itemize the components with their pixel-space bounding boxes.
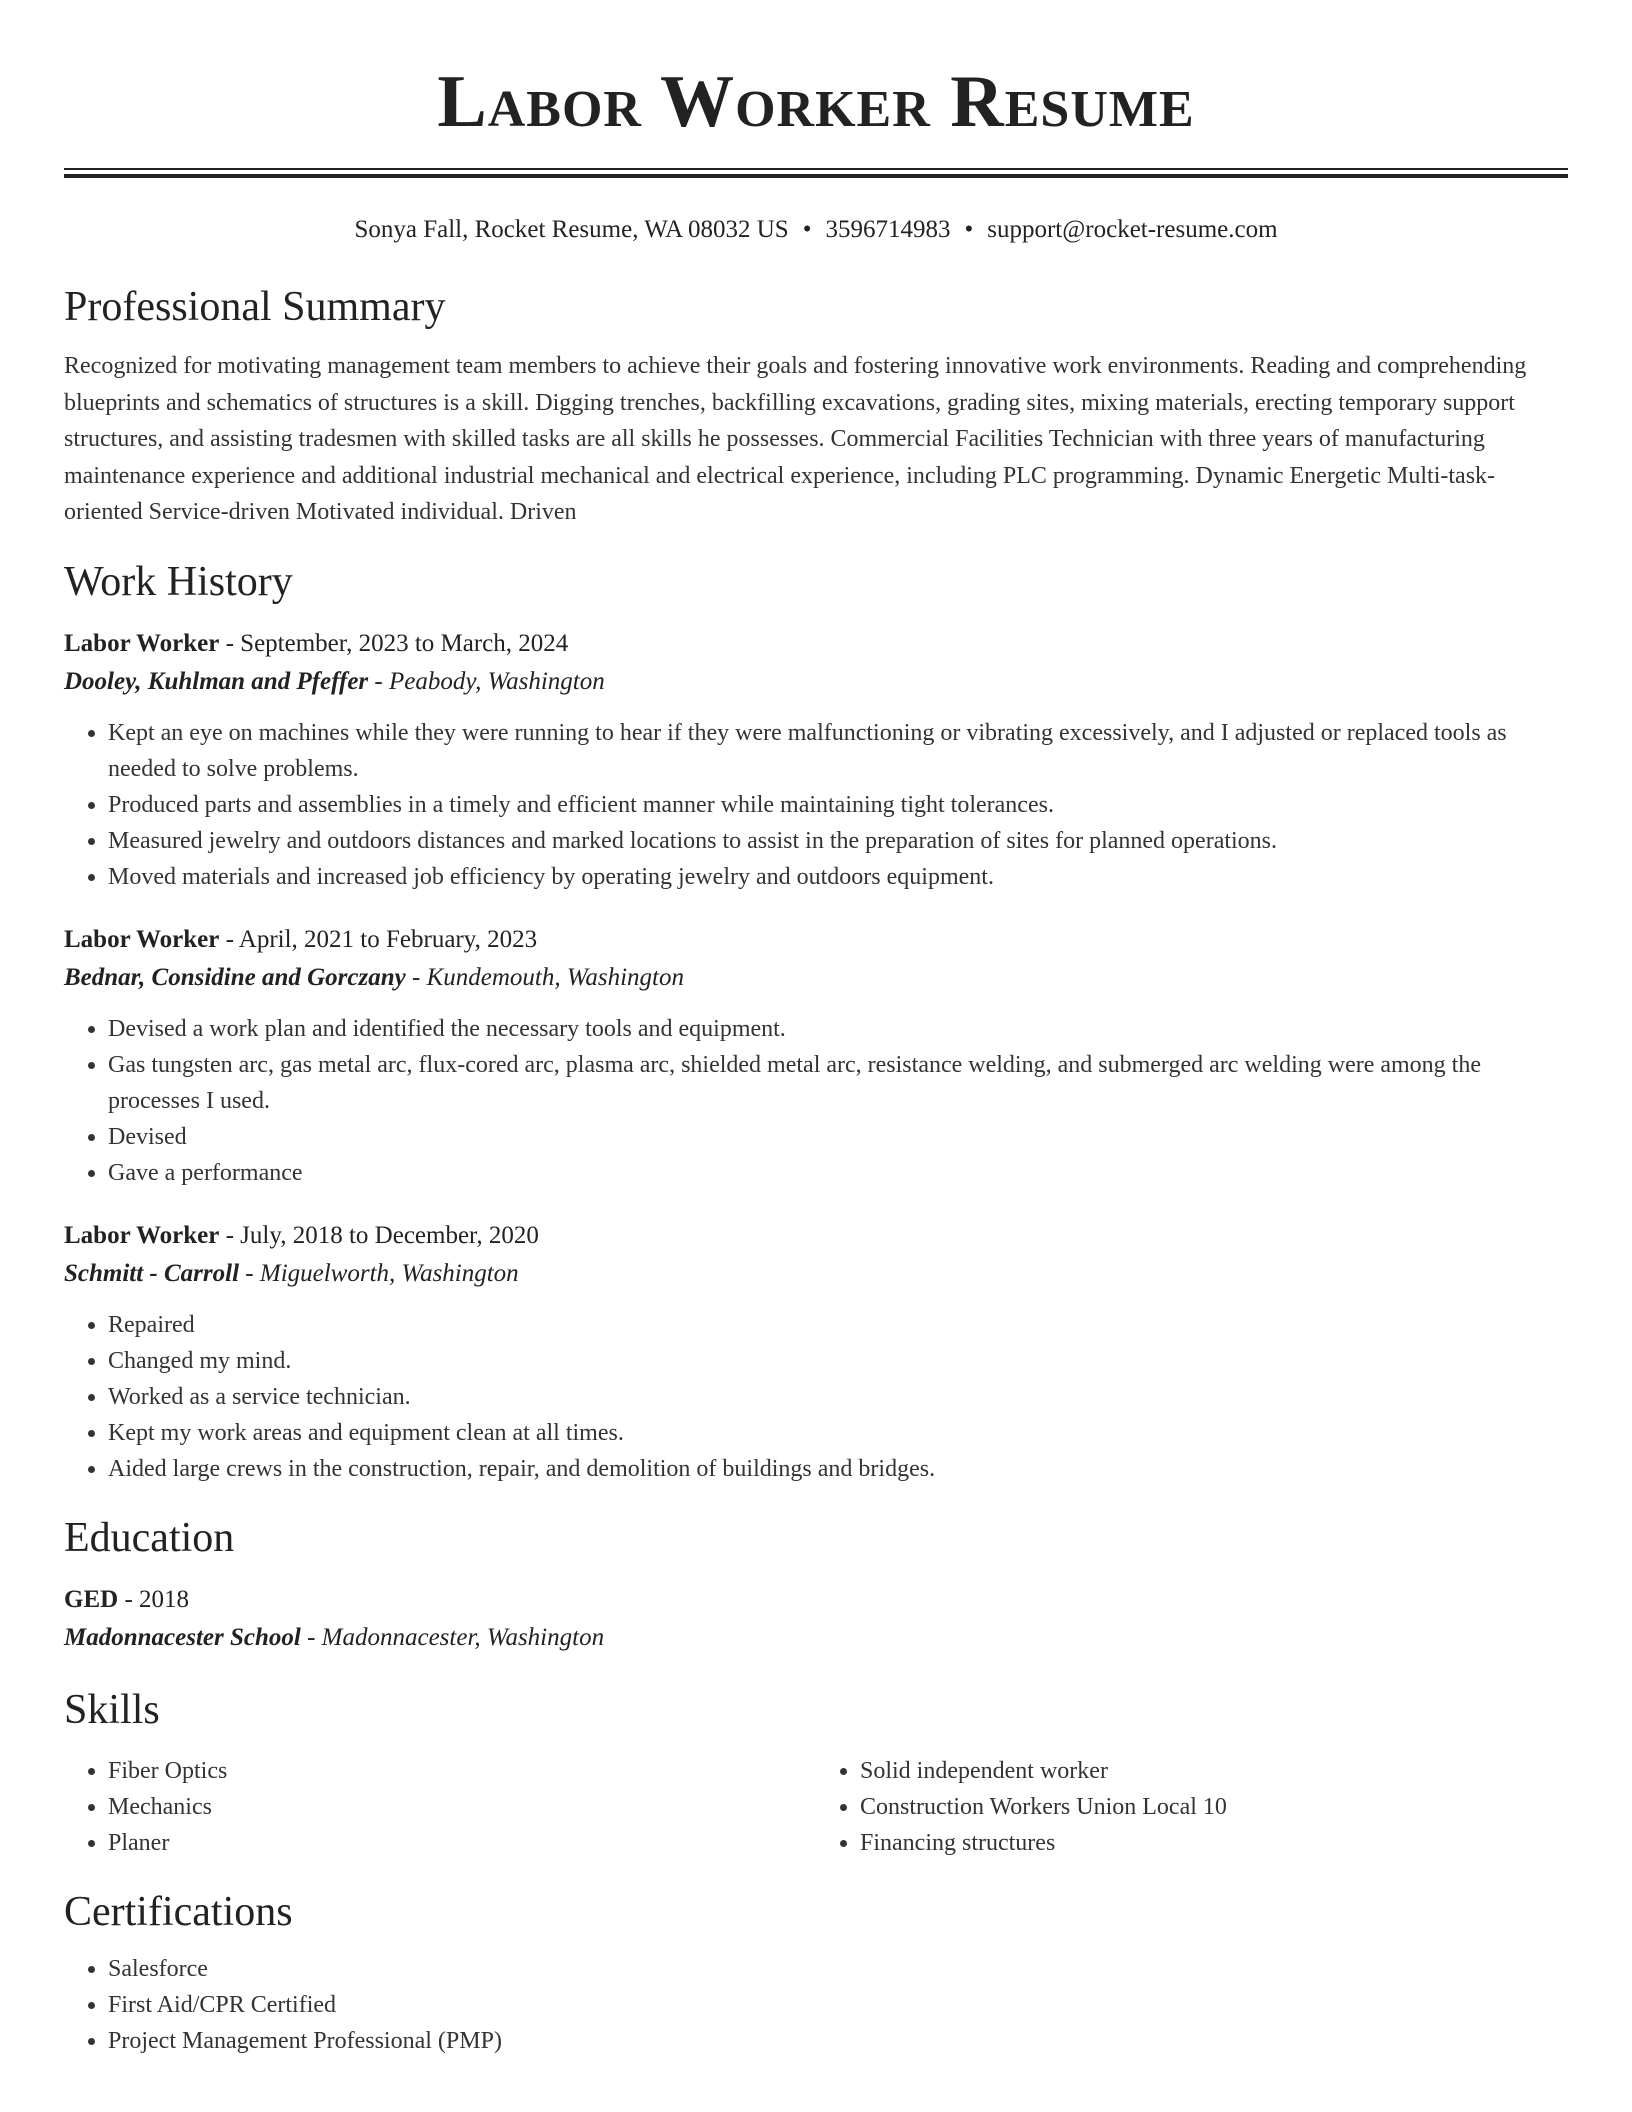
skills-grid [64,1753,1568,1861]
list-item: • Measured jewelry and outdoors distances and marked locations to assist in the preparation of sites for planned operations. [108,823,1568,859]
contact-separator: • [964,216,974,243]
summary-text: Recognized for motivating management team members to achieve their goals and fostering innovative work environments. Reading and comprehending blueprints and schematics of structures is a skill. Digging trenches, backfilling excavations, grading sites, mixing materials, erecting temporary support structures, and assisting tradesmen with skilled tasks are all skills he possesses. Commercial Facilities Technician with three years of manufacturing maintenance experience and additional industrial mechanical and electrical experience, including PLC programming. Dynamic Energetic Multi-task-oriented Service-driven Motivated individual. Driven [64,353,1527,525]
list-item: • Produced parts and assemblies in a timely and efficient manner while maintaining tight tolerances. [108,787,1568,823]
list-item: • Planer [108,1825,816,1861]
list-item: • Financing structures [860,1825,1568,1861]
job-title-line [64,921,1568,959]
list-item: • Changed my mind. [108,1343,1568,1379]
company-name: Bednar, Considine and Gorczany [64,963,406,991]
company-line [64,1255,1568,1293]
contact-separator: • [802,216,812,243]
job-entry [64,1217,1568,1487]
degree: GED [64,1585,119,1613]
list-item: • Worked as a service technician. [108,1379,1568,1415]
contact-email: support@rocket-resume.com [987,216,1278,243]
list-item: • Kept my work areas and equipment clean at all times. [108,1415,1568,1451]
job-dates: - July, 2018 to December, 2020 [219,1221,539,1249]
list-item: • Solid independent worker [860,1753,1568,1789]
list-item: • Salesforce [108,1951,1568,1987]
skills-heading: Skills [64,1686,160,1733]
list-item: • Kept an eye on machines while they were running to hear if they were malfunctioning or vibrating excessively, and I adjusted or replaced tools as needed to solve problems. [108,715,1568,787]
company-location: - Miguelworth, Washington [239,1259,519,1287]
job-dates: - April, 2021 to February, 2023 [219,925,538,953]
list-item: • Mechanics [108,1789,816,1825]
school-location: - Madonnacester, Washington [300,1623,605,1651]
job-duties [64,1011,1568,1191]
degree-line [64,1581,1568,1619]
certifications-heading: Certifications [64,1888,293,1935]
degree-year: - 2018 [118,1585,190,1613]
list-item: • Devised a work plan and identified the necessary tools and equipment. [108,1011,1568,1047]
list-item: • Construction Workers Union Local 10 [860,1789,1568,1825]
title-divider [64,168,1568,178]
job-entry [64,921,1568,1191]
resume-page [64,0,1568,2059]
education-entry [64,1581,1568,1657]
job-title: Labor Worker [64,925,220,953]
job-duties [64,1307,1568,1487]
company-line [64,663,1568,701]
job-title-line [64,625,1568,663]
work-history-heading: Work History [64,558,293,605]
list-item: • Devised [108,1119,1568,1155]
list-item: • Aided large crews in the construction, repair, and demolition of buildings and bridges. [108,1451,1568,1487]
list-item: • First Aid/CPR Certified [108,1987,1568,2023]
list-item: • Moved materials and increased job efficiency by operating jewelry and outdoors equipment. [108,859,1568,895]
list-item: • Project Management Professional (PMP) [108,2023,1568,2059]
skills-column-left [64,1753,816,1861]
resume-title: Labor Worker Resume [437,61,1195,143]
company-location: - Peabody, Washington [368,667,605,695]
certifications-list [64,1951,1568,2059]
job-title-line [64,1217,1568,1255]
list-item: • Gas tungsten arc, gas metal arc, flux-cored arc, plasma arc, shielded metal arc, resistance welding, and submerged arc welding were among the processes I used. [108,1047,1568,1119]
contact-address: Sonya Fall, Rocket Resume, WA 08032 US [354,216,789,243]
contact-line [64,214,1568,246]
company-name: Schmitt - Carroll [64,1259,240,1287]
job-title: Labor Worker [64,629,220,657]
school-line [64,1619,1568,1657]
education-heading: Education [64,1514,235,1561]
list-item: • Fiber Optics [108,1753,816,1789]
summary-heading: Professional Summary [64,284,446,330]
job-duties [64,715,1568,895]
list-item: • Repaired [108,1307,1568,1343]
job-entry [64,625,1568,895]
company-line [64,959,1568,997]
company-location: - Kundemouth, Washington [405,963,684,991]
job-title: Labor Worker [64,1221,220,1249]
contact-phone: 3596714983 [825,216,951,243]
job-dates: - September, 2023 to March, 2024 [219,629,569,657]
list-item: • Gave a performance [108,1155,1568,1191]
company-name: Dooley, Kuhlman and Pfeffer [64,667,369,695]
school-name: Madonnacester School [64,1623,301,1651]
skills-column-right [816,1753,1568,1861]
